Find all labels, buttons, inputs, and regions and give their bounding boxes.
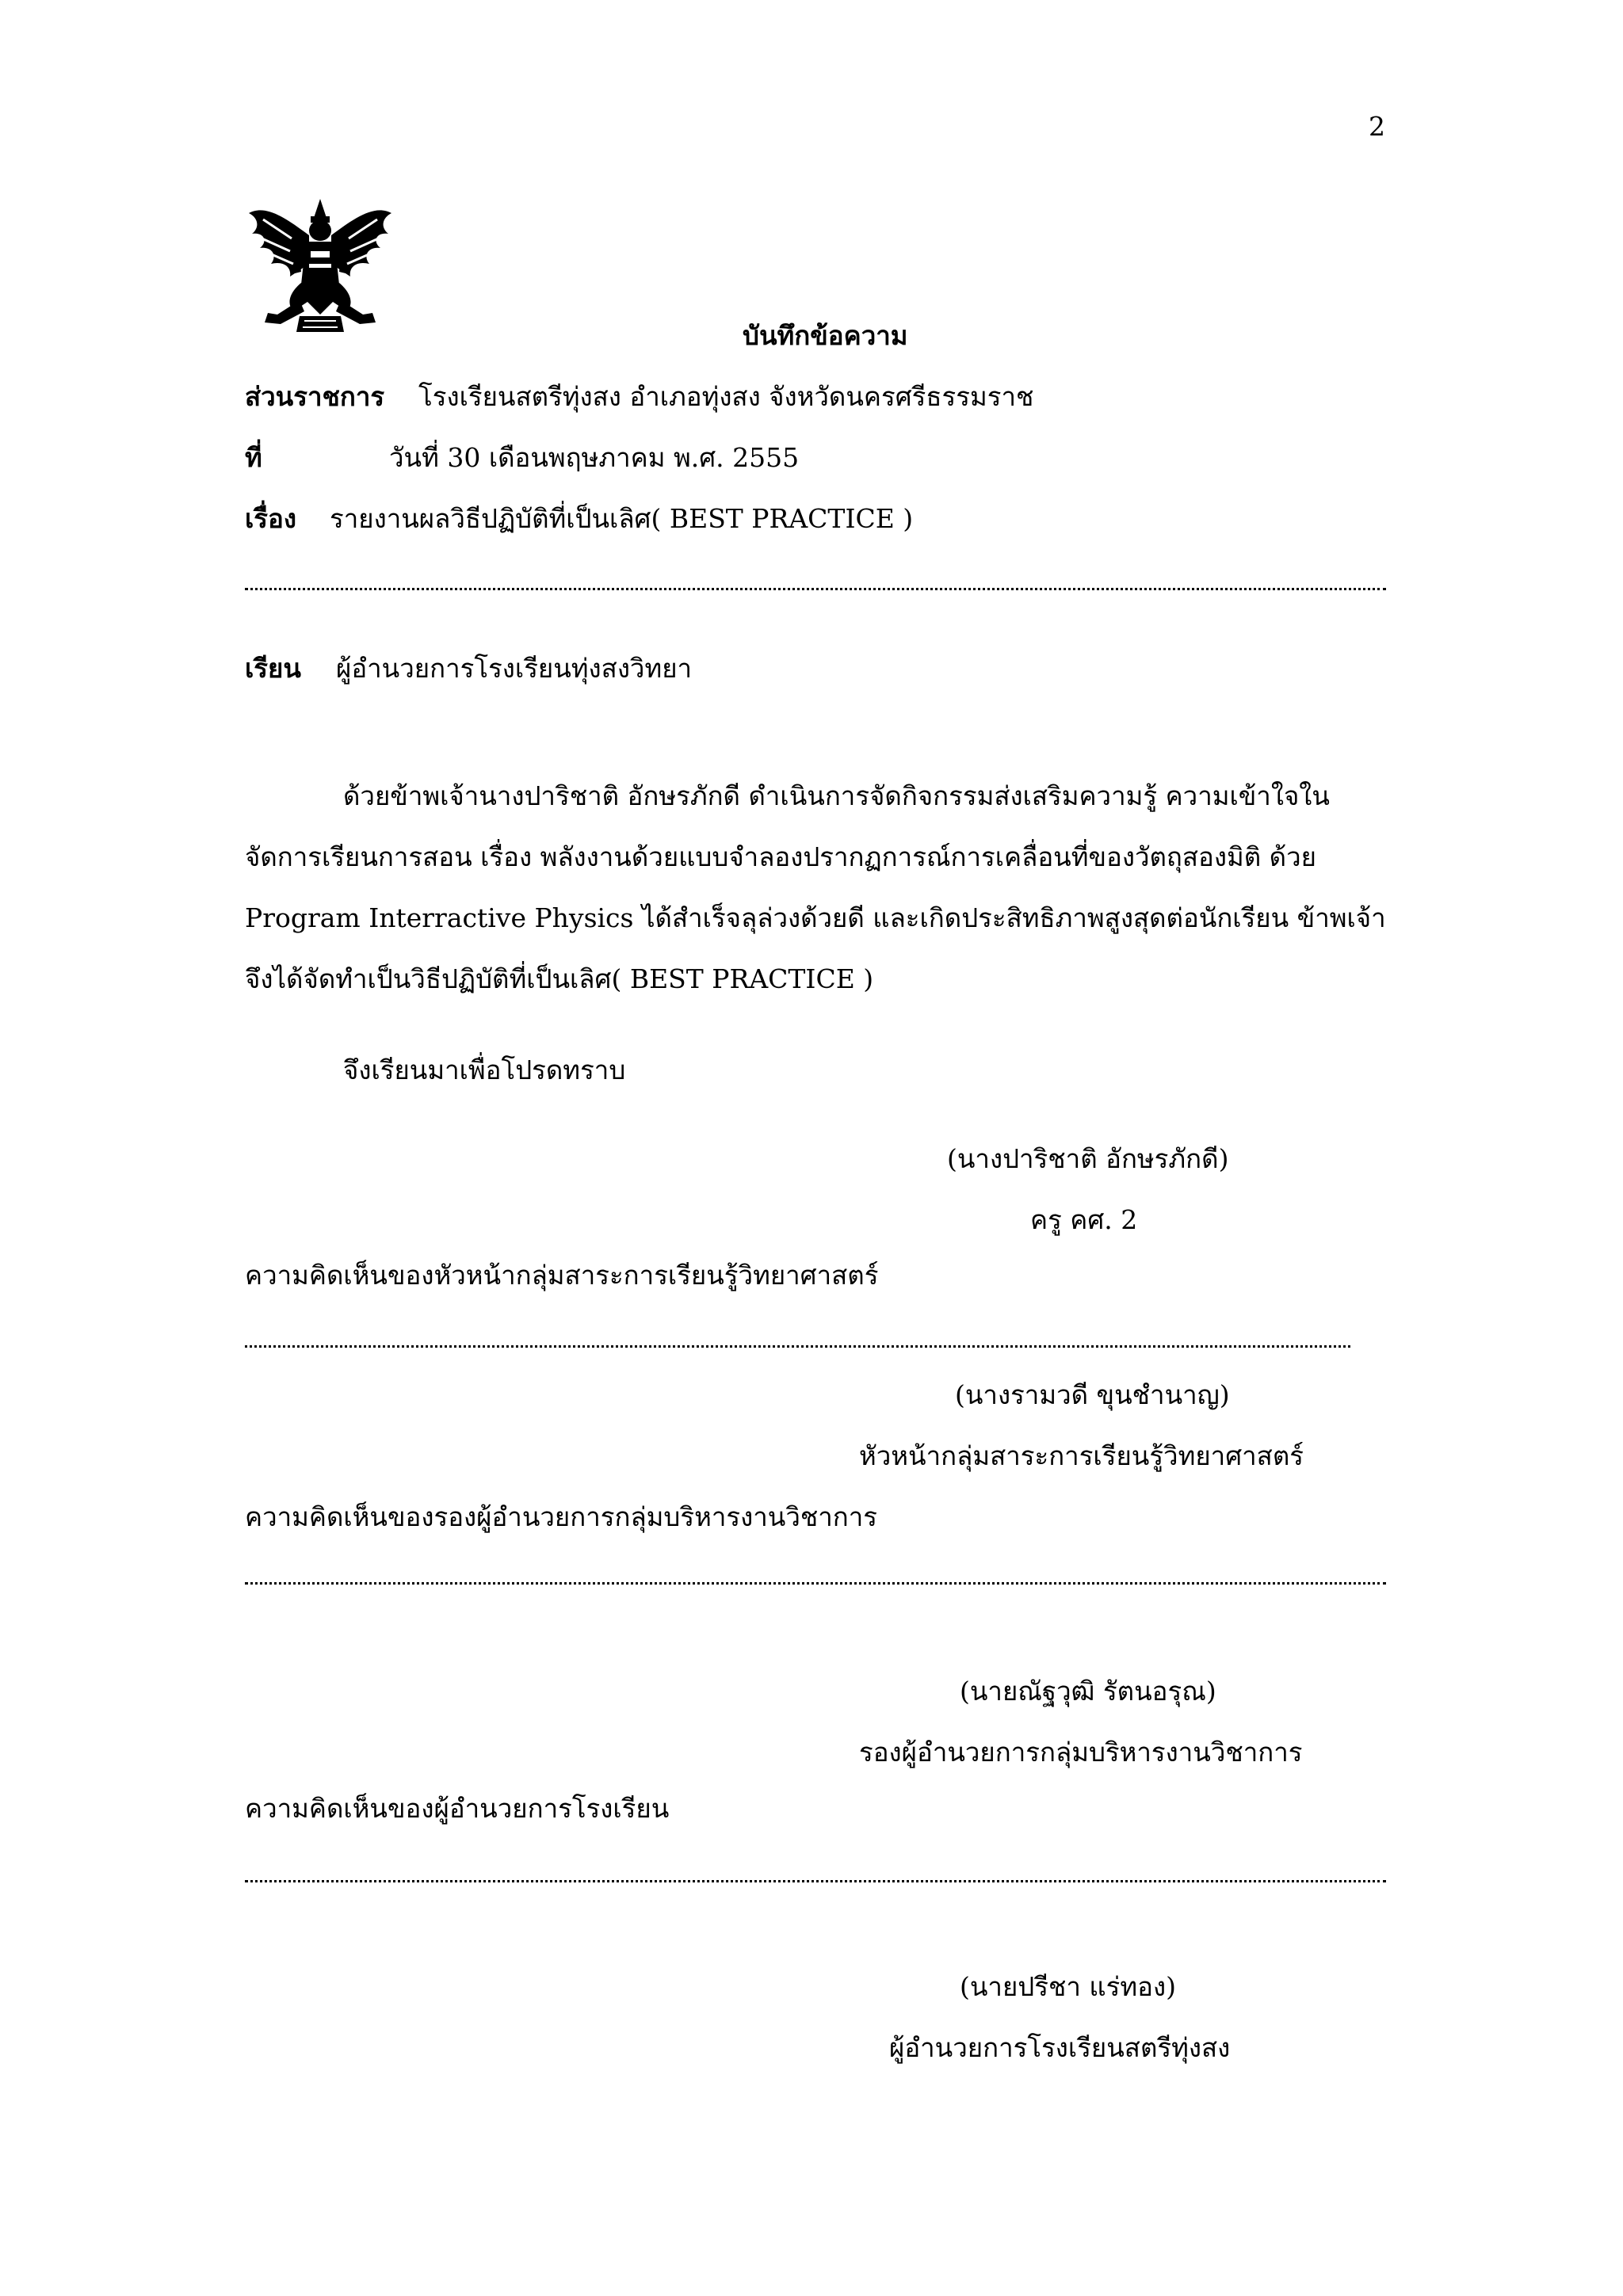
memo-title: บันทึกข้อความ: [743, 320, 908, 351]
ref-label: ที่: [245, 442, 262, 473]
salutation-value: ผู้อำนวยการโรงเรียนทุ่งสงวิทยา: [336, 653, 693, 684]
header-divider: [245, 588, 1386, 590]
teacher-position: ครู คศ. 2: [1030, 1204, 1138, 1235]
agency-label: ส่วนราชการ: [245, 381, 385, 412]
director-name: (นายปรีชา แร่ทอง): [960, 1971, 1176, 2002]
garuda-emblem-icon: [244, 196, 396, 338]
comment-line-director: [245, 1880, 1386, 1882]
page-number: 2: [1369, 111, 1385, 142]
deputy-name: (นายณัฐวุฒิ รัตนอรุณ): [960, 1676, 1216, 1707]
body-line: Program Interractive Physics ได้สำเร็จลุล่วงด้วยดี และเกิดประสิทธิภาพสูงสุดต่อนักเรียน ข้าพเจ้า: [245, 902, 1386, 933]
ref-date-value: วันที่ 30 เดือนพฤษภาคม พ.ศ. 2555: [389, 442, 800, 473]
subject-label: เรื่อง: [245, 503, 296, 534]
comment-label-science-head: ความคิดเห็นของหัวหน้ากลุ่มสาระการเรียนรู้วิทยาศาสตร์: [245, 1260, 879, 1291]
comment-line-deputy: [245, 1582, 1386, 1585]
body-line: จึงได้จัดทำเป็นวิธีปฏิบัติที่เป็นเลิศ( BEST PRACTICE ): [245, 963, 874, 994]
deputy-position: รองผู้อำนวยการกลุ่มบริหารงานวิชาการ: [859, 1737, 1303, 1768]
comment-label-director: ความคิดเห็นของผู้อำนวยการโรงเรียน: [245, 1793, 670, 1824]
body-line: ด้วยข้าพเจ้านางปาริชาติ อักษรภักดี ดำเนินการจัดกิจกรรมส่งเสริมความรู้ ความเข้าใจใน: [343, 780, 1330, 811]
subject-value: รายงานผลวิธีปฏิบัติที่เป็นเลิศ( BEST PRACTICE ): [330, 503, 914, 534]
science-head-name: (นางรามวดี ขุนชำนาญ): [955, 1379, 1230, 1410]
comment-label-deputy: ความคิดเห็นของรองผู้อำนวยการกลุ่มบริหารงานวิชาการ: [245, 1501, 878, 1532]
body-line: จัดการเรียนการสอน เรื่อง พลังงานด้วยแบบจำลองปรากฏการณ์การเคลื่อนที่ของวัตถุสองมิติ ด้วย: [245, 841, 1316, 872]
closing-line: จึงเรียนมาเพื่อโปรดทราบ: [343, 1055, 626, 1085]
teacher-name: (นางปาริชาติ อักษรภักดี): [947, 1143, 1229, 1174]
science-head-position: หัวหน้ากลุ่มสาระการเรียนรู้วิทยาศาสตร์: [859, 1440, 1304, 1471]
director-position: ผู้อำนวยการโรงเรียนสตรีทุ่งสง: [889, 2032, 1231, 2063]
agency-value: โรงเรียนสตรีทุ่งสง อำเภอทุ่งสง จังหวัดนครศรีธรรมราช: [418, 381, 1034, 412]
comment-line-science-head: [245, 1345, 1350, 1348]
salutation-label: เรียน: [245, 653, 301, 684]
